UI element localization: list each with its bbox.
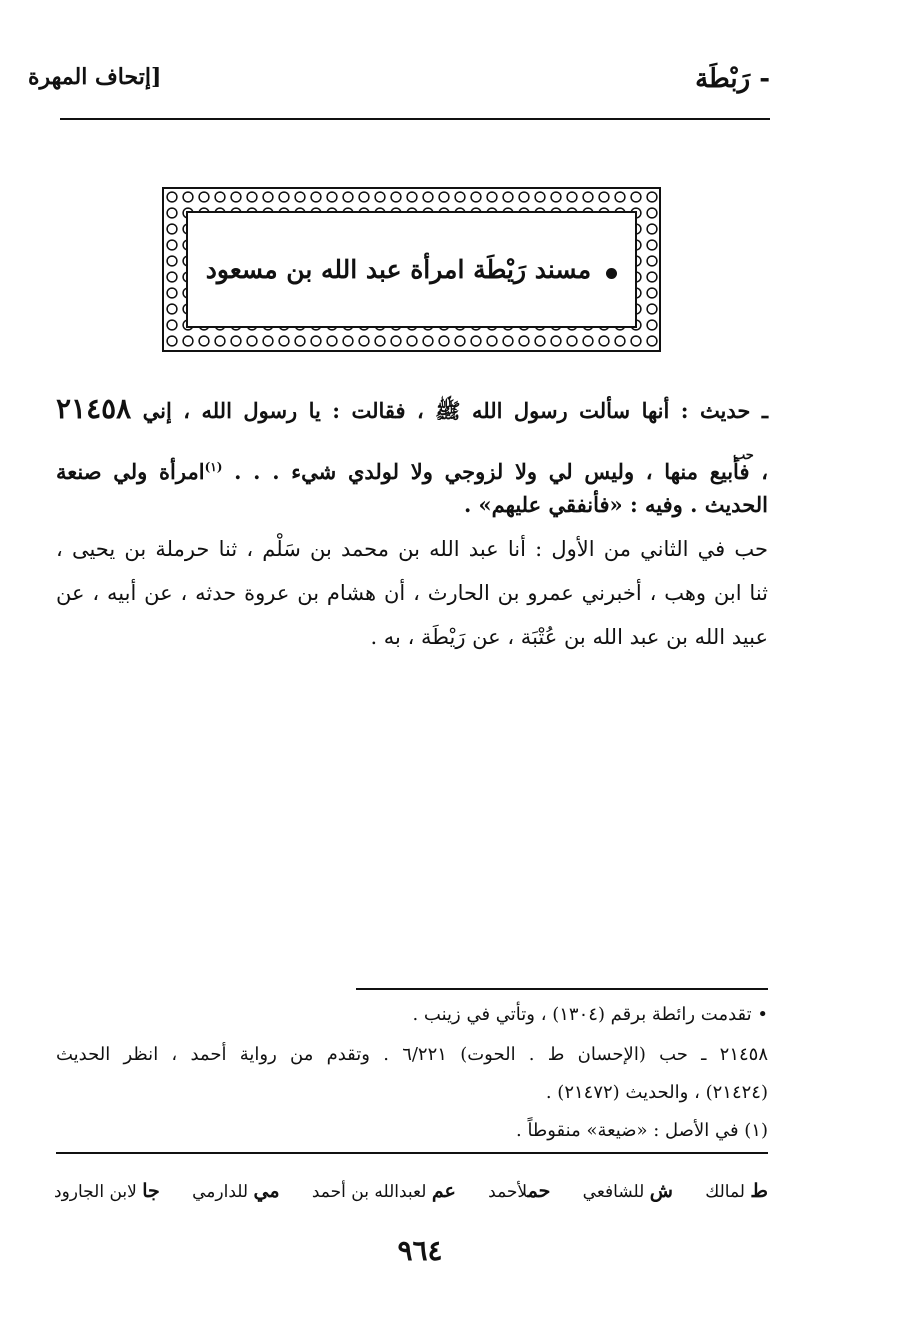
running-head: - رَبْطَة xyxy=(695,64,770,94)
footnote-line-4: (١) في الأصل : «ضيعة» منقوطاً . xyxy=(516,1120,768,1141)
hadith-text-1: ـ حديث : أنها سألت رسول الله ﷺ ، فقالت : يا رسول الله ، إني xyxy=(142,398,768,423)
ornamental-frame xyxy=(162,187,661,352)
frame-inner-box xyxy=(186,211,637,328)
bullet-icon xyxy=(606,268,617,279)
chain-line-3: عبيد الله بن عبد الله بن عُتْبَة ، عن رَيْطَة ، به . xyxy=(370,625,768,649)
hadith-line-2 xyxy=(56,452,768,487)
abbr-item: حملأحمد xyxy=(488,1180,551,1202)
footnote-line-2: ٢١٤٥٨ ـ حب (الإحسان ط . الحوت) ٦/٢٢١ . وتقدم من رواية أحمد ، انظر الحديث xyxy=(56,1044,768,1065)
header-divider xyxy=(60,118,770,120)
abbr-item: ش للشافعي xyxy=(582,1180,673,1202)
marginal-note: حب xyxy=(733,448,754,463)
hadith-text-2b: ، فأبيع منها ، وليس لي ولا لزوجي ولا لولدي شيء . . . xyxy=(234,459,769,484)
footnote-ref: (١) xyxy=(204,460,223,474)
hadith-text-2a: امرأة ولي صنعة xyxy=(56,459,205,484)
book-title: [إتحاف المهرة xyxy=(28,64,162,90)
abbr-item: مي للدارمي xyxy=(192,1180,280,1202)
footnote-divider xyxy=(356,988,768,990)
chain-line-1: حب في الثاني من الأول : أنا عبد الله بن محمد بن سَلْم ، ثنا حرملة بن يحيى ، xyxy=(56,537,768,561)
hadith-line-3: الحديث . وفيه : «فأنفقي عليهم» . xyxy=(463,492,768,517)
abbr-item: ط لمالك xyxy=(705,1180,768,1202)
chain-line-2: ثنا ابن وهب ، أخبرني عمرو بن الحارث ، أن هشام بن عروة حدثه ، عن أبيه ، عن xyxy=(56,581,768,605)
abbreviations-divider xyxy=(56,1152,768,1154)
abbr-item: جا لابن الجارود xyxy=(54,1180,160,1202)
footnote-line-1: • تقدمت رائطة برقم (١٣٠٤) ، وتأتي في زينب . xyxy=(412,1004,768,1025)
hadith-line-1 xyxy=(56,394,768,426)
section-heading xyxy=(206,255,617,284)
section-title: مسند رَيْطَة امرأة عبد الله بن مسعود xyxy=(205,255,592,284)
abbr-item: عم لعبدالله بن أحمد xyxy=(311,1180,456,1202)
hadith-number: ٢١٤٥٨ xyxy=(56,392,132,425)
page-number: ٩٦٤ xyxy=(397,1234,443,1267)
abbreviations-legend xyxy=(54,1176,768,1206)
footnote-line-3: (٢١٤٢٤) ، والحديث (٢١٤٧٢) . xyxy=(545,1082,768,1103)
